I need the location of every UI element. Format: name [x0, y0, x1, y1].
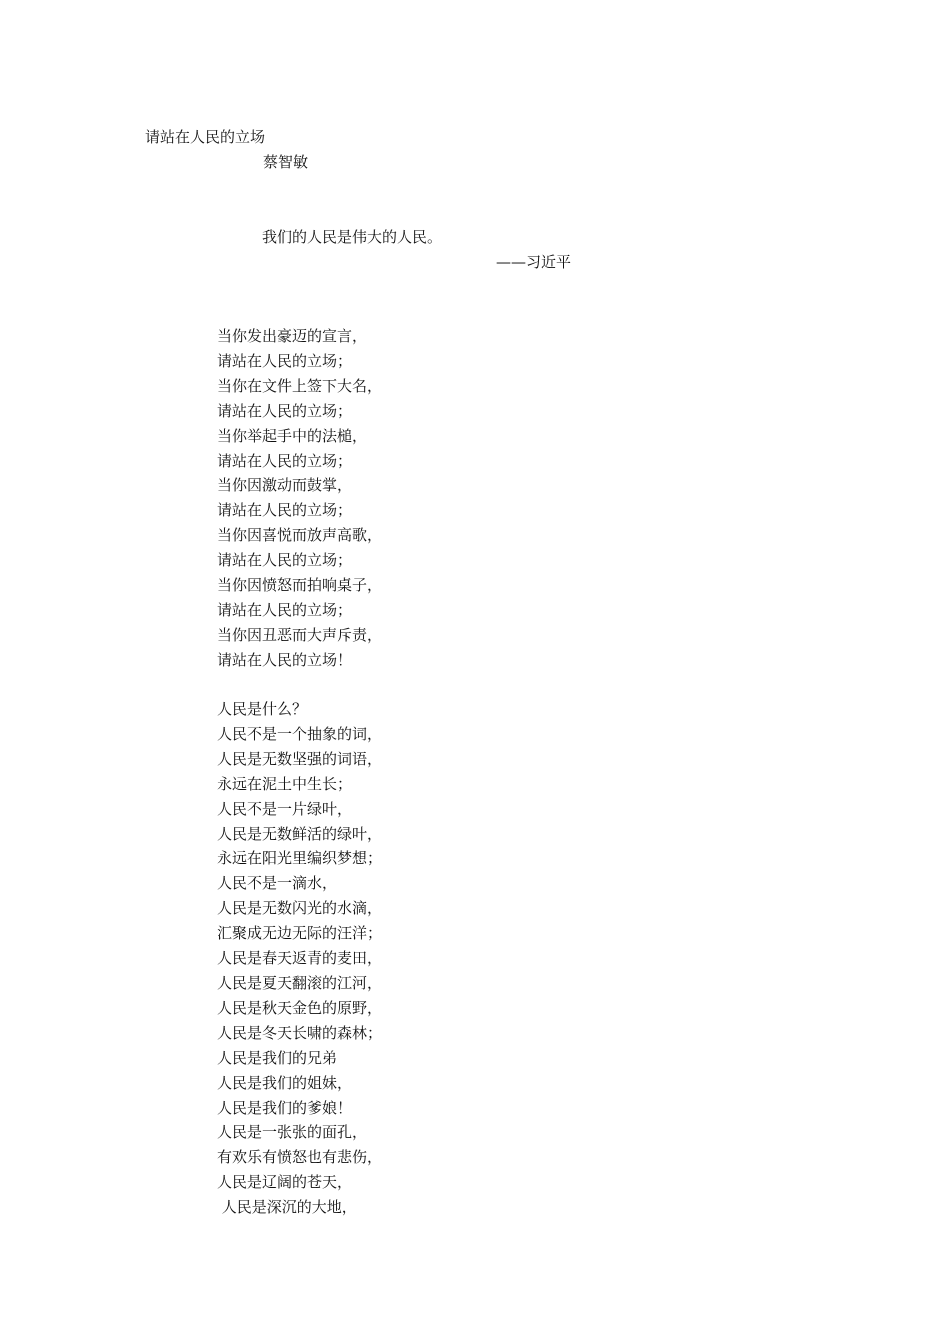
poem-line: 人民是我们的姐妹， [217, 1073, 353, 1092]
epigraph-attribution: ——习近平 [496, 253, 572, 271]
poem-line: 永远在阳光里编织梦想； [217, 849, 383, 868]
poem-line: 人民是无数坚强的词语， [217, 749, 383, 768]
poem-line: 人民不是一片绿叶， [217, 799, 353, 818]
poem-line: 永远在泥土中生长； [217, 774, 353, 793]
poem-line: 请站在人民的立场； [217, 451, 353, 470]
poem-line: 请站在人民的立场； [217, 401, 353, 420]
poem-line: 请站在人民的立场； [217, 551, 353, 570]
stanza-1 [217, 324, 382, 673]
poem-line: 当你因喜悦而放声高歌， [217, 526, 383, 545]
poem-line: 人民不是一滴水， [217, 874, 338, 893]
poem-line: 人民不是一个抽象的词， [217, 724, 383, 743]
poem-line: 当你举起手中的法槌， [217, 426, 368, 445]
poem-line: 人民是春天返青的麦田， [217, 949, 383, 968]
poem-line: 人民是辽阔的苍天， [217, 1173, 353, 1192]
stanza-2 [217, 697, 382, 1220]
poem-line: 人民是冬天长啸的森林； [217, 1023, 383, 1042]
poem-line: 人民是无数鲜活的绿叶， [217, 824, 383, 843]
poem-line: 人民是什么？ [217, 700, 308, 718]
poem-line: 人民是秋天金色的原野， [217, 998, 383, 1017]
poem-line: 人民是我们的爹娘！ [217, 1098, 353, 1117]
poem-line: 当你因激动而鼓掌， [217, 476, 353, 495]
epigraph-quote: 我们的人民是伟大的人民。 [262, 228, 443, 246]
poem-line: 请站在人民的立场； [217, 600, 353, 619]
poem-line: 有欢乐有愤怒也有悲伤， [217, 1148, 383, 1167]
poem-line: 当你因丑恶而大声斥责， [217, 625, 383, 644]
poem-line: 人民是深沉的大地， [217, 1198, 357, 1217]
poem-line: 请站在人民的立场！ [217, 650, 353, 669]
poem-line: 汇聚成无边无际的汪洋； [217, 924, 383, 943]
poem-line: 请站在人民的立场； [217, 501, 353, 520]
poem-title: 请站在人民的立场 [145, 128, 266, 146]
poem-line: 人民是我们的兄弟 [217, 1048, 338, 1067]
poem-line: 当你发出豪迈的宣言， [217, 327, 368, 345]
poem-line: 当你在文件上签下大名， [217, 376, 383, 395]
poem-line: 人民是无数闪光的水滴， [217, 899, 383, 918]
poem-line: 人民是一张张的面孔， [217, 1123, 368, 1142]
poem-author: 蔡智敏 [263, 153, 309, 171]
poem-line: 当你因愤怒而拍响桌子， [217, 576, 383, 595]
poem-line: 请站在人民的立场； [217, 351, 353, 370]
poem-line: 人民是夏天翻滚的江河， [217, 973, 383, 992]
